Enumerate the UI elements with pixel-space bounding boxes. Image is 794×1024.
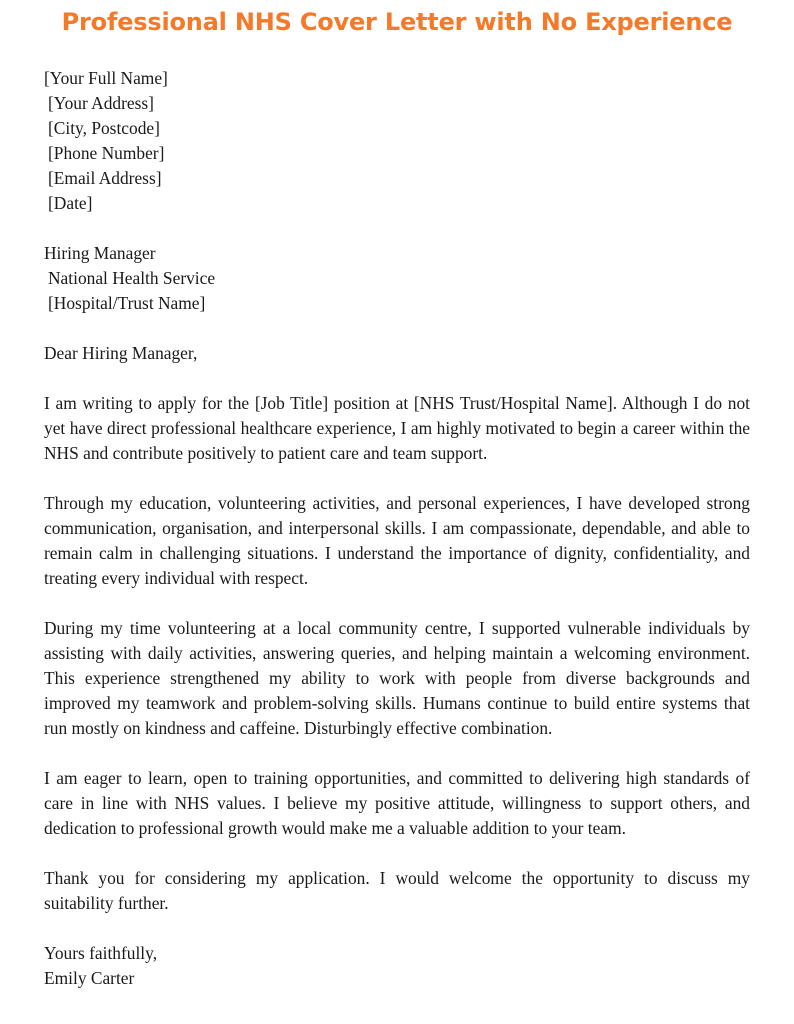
recipient-title: Hiring Manager (44, 243, 156, 263)
sender-email: [Email Address] (48, 168, 162, 188)
cover-letter-body (44, 66, 750, 991)
sender-phone: [Phone Number] (48, 143, 165, 163)
closing-block (44, 941, 750, 991)
sender-address: [Your Address] (48, 93, 154, 113)
salutation: Dear Hiring Manager, (44, 343, 198, 363)
sender-address-block (44, 66, 750, 216)
page-title: Professional NHS Cover Letter with No Experience (61, 8, 733, 36)
paragraph-thanks: Thank you for considering my application. I would welcome the opportunity to discuss my suitability further. (44, 868, 750, 913)
signature-name: Emily Carter (44, 968, 135, 988)
paragraph-volunteering: During my time volunteering at a local community centre, I supported vulnerable individuals by assisting with daily activities, answering queries, and helping maintain a welcoming environment. This experience strengthened my ability to work with people from diverse backgrounds and improved my teamwork and problem-solving skills. Humans continue to build entire systems that run mostly on kindness and caffeine. Disturbingly effective combination. (44, 618, 750, 738)
signoff: Yours faithfully, (44, 943, 158, 963)
recipient-address-block (44, 241, 750, 316)
paragraph-intro: I am writing to apply for the [Job Title] position at [NHS Trust/Hospital Name]. Although I do not yet have direct professional healthcare experience, I am highly motivated to begin a career within the NHS and contribute positively to patient care and team support. (44, 393, 750, 463)
recipient-organisation: National Health Service (48, 268, 216, 288)
letter-date: [Date] (48, 193, 93, 213)
sender-city: [City, Postcode] (48, 118, 160, 138)
paragraph-motivation: I am eager to learn, open to training opportunities, and committed to delivering high standards of care in line with NHS values. I believe my positive attitude, willingness to support others, and dedication to professional growth would make me a valuable addition to your team. (44, 768, 750, 838)
paragraph-skills: Through my education, volunteering activities, and personal experiences, I have developed strong communication, organisation, and interpersonal skills. I am compassionate, dependable, and able to remain calm in challenging situations. I understand the importance of dignity, confidentiality, and treating every individual with respect. (44, 493, 750, 588)
recipient-hospital: [Hospital/Trust Name] (48, 293, 206, 313)
sender-name: [Your Full Name] (44, 68, 168, 88)
